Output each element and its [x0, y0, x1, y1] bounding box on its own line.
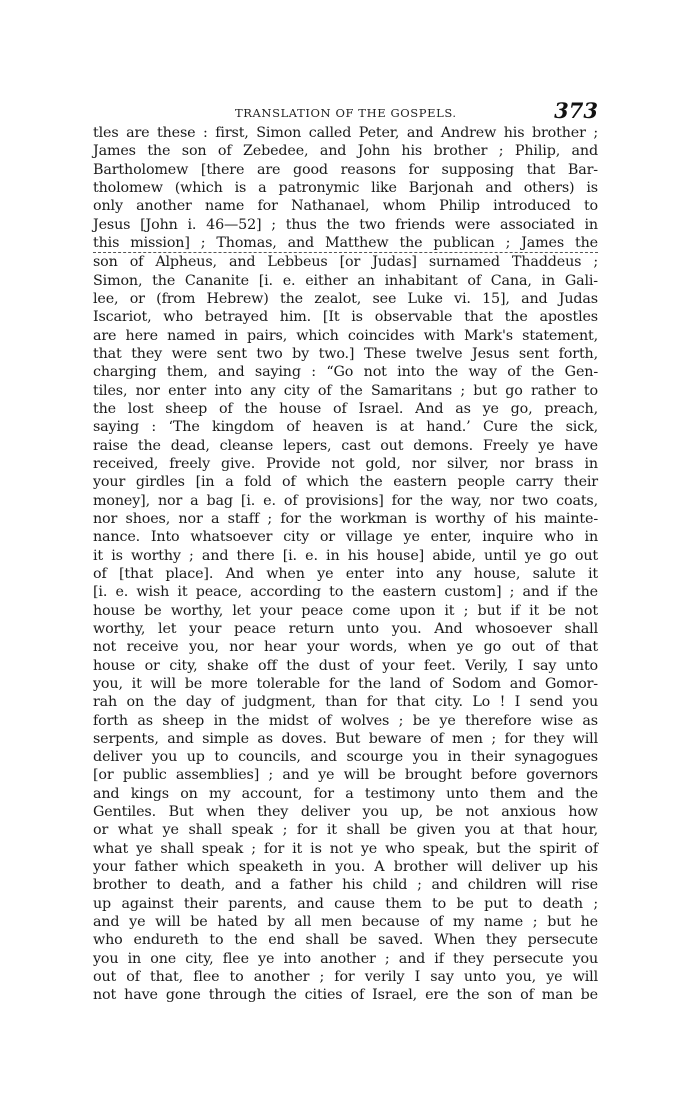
text-line: nance. Into whatsoever city or village ye enter, inquire who in — [93, 529, 598, 546]
text-line: nor shoes, nor a staff ; for the workman is worthy of his mainte- — [93, 510, 598, 527]
text-line: raise the dead, cleanse lepers, cast out demons. Freely ye have — [93, 437, 598, 454]
text-line: what ye shall speak ; for it is not ye who speak, but the spirit of — [93, 840, 598, 857]
text-line: forth as sheep in the midst of wolves ; be ye therefore wise as — [93, 712, 598, 729]
text-line: James the son of Zebedee, and John his brother ; Philip, and — [93, 143, 598, 160]
text-line-underlined: this mission] ; Thomas, and Matthew the publican ; James the — [93, 234, 598, 253]
text-line: worthy, let your peace return unto you. And whosoever shall — [93, 620, 598, 637]
text-line: not receive you, nor hear your words, when ye go out of that — [93, 639, 598, 656]
text-line: saying : ‘The kingdom of heaven is at hand.’ Cure the sick, — [93, 419, 598, 436]
text-line: brother to death, and a father his child ; and children will rise — [93, 877, 598, 894]
text-line: [i. e. wish it peace, according to the eastern custom] ; and if the — [93, 584, 598, 601]
text-line: it is worthy ; and there [i. e. in his house] abide, until ye go out — [93, 547, 598, 564]
running-head — [93, 100, 598, 124]
text-line: out of that, flee to another ; for verily I say unto you, ye will — [93, 969, 598, 986]
text-line: tiles, nor enter into any city of the Samaritans ; but go rather to — [93, 382, 598, 399]
text-line: and kings on my account, for a testimony unto them and the — [93, 785, 598, 802]
text-line: house or city, shake off the dust of your feet. Verily, I say unto — [93, 657, 598, 674]
text-line: money], nor a bag [i. e. of provisions] for the way, nor two coats, — [93, 492, 598, 509]
text-line: the lost sheep of the house of Israel. And as ye go, preach, — [93, 400, 598, 417]
text-line: Jesus [John i. 46—52] ; thus the two friends were associated in — [93, 216, 598, 233]
page-number: 373 — [554, 98, 598, 123]
text-line: not have gone through the cities of Israel, ere the son of man be — [93, 987, 598, 1004]
text-line: you in one city, flee ye into another ; and if they persecute you — [93, 950, 598, 967]
text-line: up against their parents, and cause them to be put to death ; — [93, 895, 598, 912]
text-line: rah on the day of judgment, than for that city. Lo ! I send you — [93, 694, 598, 711]
text-line: of [that place]. And when ye enter into any house, salute it — [93, 565, 598, 582]
text-line: serpents, and simple as doves. But beware of men ; for they will — [93, 730, 598, 747]
text-line: tles are these : first, Simon called Peter, and Andrew his brother ; — [93, 125, 598, 141]
text-line: only another name for Nathanael, whom Philip introduced to — [93, 198, 598, 215]
text-line: Iscariot, who betrayed him. [It is observable that the apostles — [93, 309, 598, 326]
text-line: deliver you up to councils, and scourge you in their synagogues — [93, 749, 598, 766]
text-line: Bartholomew [there are good reasons for supposing that Bar- — [93, 161, 598, 178]
text-line: son of Alpheus, and Lebbeus [or Judas] surnamed Thaddeus ; — [93, 254, 598, 271]
text-line: you, it will be more tolerable for the land of Sodom and Gomor- — [93, 675, 598, 692]
text-line: or what ye shall speak ; for it shall be given you at that hour, — [93, 822, 598, 839]
text-line: Gentiles. But when they deliver you up, be not anxious how — [93, 804, 598, 821]
text-line: lee, or (from Hebrew) the zealot, see Luke vi. 15], and Judas — [93, 290, 598, 307]
text-line: house be worthy, let your peace come upon it ; but if it be not — [93, 602, 598, 619]
text-line: and ye will be hated by all men because of my name ; but he — [93, 914, 598, 931]
text-line: who endureth to the end shall be saved. When they persecute — [93, 932, 598, 949]
text-line: received, freely give. Provide not gold, nor silver, nor brass in — [93, 455, 598, 472]
body-text — [93, 124, 598, 1005]
text-line: are here named in pairs, which coincides with Mark's statement, — [93, 327, 598, 344]
running-title: TRANSLATION OF THE GOSPELS. — [235, 106, 457, 120]
text-line: [or public assemblies] ; and ye will be brought before governors — [93, 767, 598, 784]
text-line: Simon, the Cananite [i. e. either an inhabitant of Cana, in Gali- — [93, 272, 598, 289]
text-line: your girdles [in a fold of which the eastern people carry their — [93, 474, 598, 491]
text-line: tholomew (which is a patronymic like Barjonah and others) is — [93, 179, 598, 196]
text-line: charging them, and saying : “Go not into the way of the Gen- — [93, 364, 598, 381]
text-line: your father which speaketh in you. A brother will deliver up his — [93, 859, 598, 876]
text-line: that they were sent two by two.] These twelve Jesus sent forth, — [93, 345, 598, 362]
